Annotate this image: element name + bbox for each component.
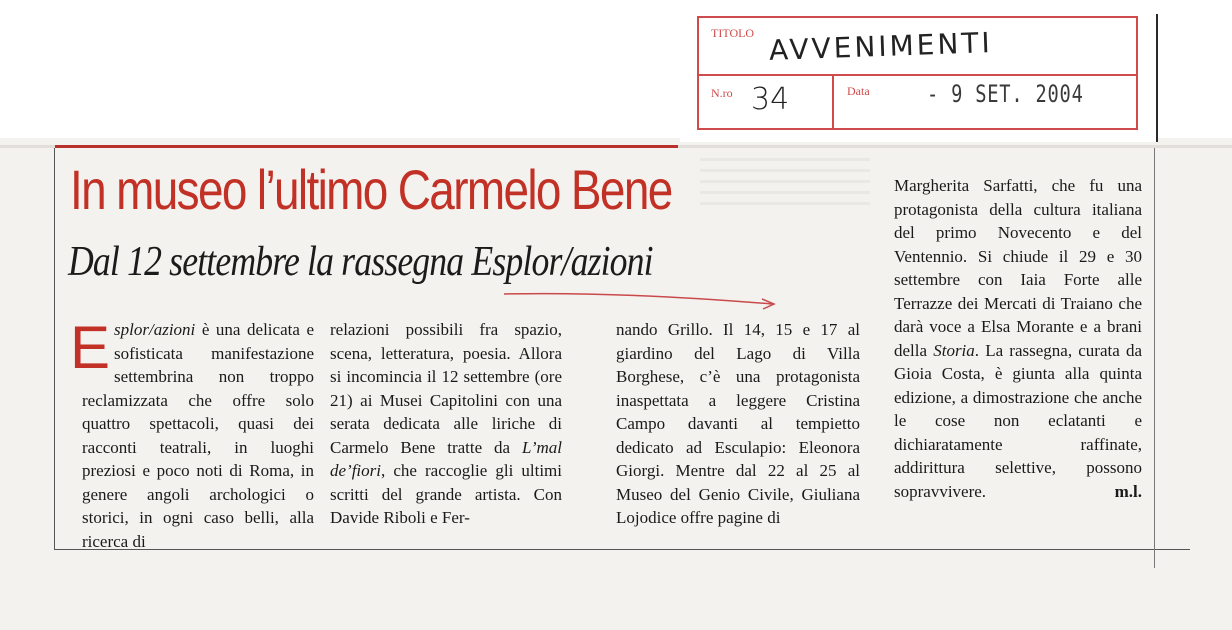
article-column-4 (894, 174, 1142, 503)
article-subheadline: Dal 12 settembre la rassegna Esplor/azioni (68, 239, 653, 285)
column-4-text-b: . La rassegna, curata da Gioia Costa, è giunta alla quinta edizione, a dimostrazione che anche le cose non eclatanti e dichiaratamente raffinate, addirittura selettive, possono sopravvivere. (894, 340, 1142, 501)
column-1-text: è una delicata e sofisticata manifestazione settembrina non troppo reclamizzata che offre solo quattro spettacoli, quasi dei racconti teatrali, in luoghi preziosi e poco noti di Roma, in genere angoli archologici o storici, in ogni caso belli, alla ricerca di (82, 320, 314, 551)
column-3-paragraph: nando Grillo. Il 14, 15 e 17 al giardino del Lago di Villa Borghese, c’è una protagonista inaspettata a leggere Cristina Campo davanti al tempietto dedicato ad Esculapio: Eleonora Giorgi. Mentre dal 22 al 25 al Museo del Genio Civile, Giuliana Lojodice offre pagine di (616, 320, 860, 527)
author-signature: m.l. (1114, 481, 1142, 501)
article-column-3 (616, 318, 860, 530)
stamp-nro-handwriting: 34 (751, 82, 790, 117)
drop-cap: E (70, 314, 111, 381)
archive-stamp (697, 16, 1138, 130)
stamp-titolo-handwriting: AVVENIMENTI (768, 26, 994, 67)
column-1-paragraph (70, 314, 314, 553)
stamp-titolo-label: TITOLO (711, 26, 755, 40)
stamp-divider-horizontal (699, 74, 1136, 76)
column-4-text-a: Margherita Sarfatti, che fu una protagonista della cultura italiana del primo Novecento e del Ventennio. Si chiude il 29 e 30 settembre con Iaia Forte alle Terrazze dei Mercati di Traiano che darà voce a Elsa Morante e a brani della (894, 176, 1142, 360)
stamp-nro-label: N.ro (711, 86, 733, 100)
column-4-paragraph (894, 174, 1142, 503)
bleed-through-text (700, 150, 870, 210)
article-column-1 (70, 314, 314, 553)
pen-underline-arrow (480, 282, 780, 312)
red-top-rule (55, 145, 678, 148)
article-headline: In museo l’ultimo Carmelo Bene (70, 158, 672, 221)
stamp-divider-vertical (832, 76, 834, 128)
column-2-text-b: , che raccoglie gli ultimi scritti del grande artista. Con Davide Riboli e Fer- (330, 461, 562, 527)
article-column-2 (330, 318, 562, 530)
column-2-paragraph (330, 318, 562, 530)
column-2-book-title: L’mal de’fiori (330, 437, 562, 480)
lead-word: splor/azioni (114, 320, 196, 339)
article-frame-right (1154, 148, 1155, 568)
stamp-data-label: Data (847, 84, 870, 98)
column-4-book-title: Storia (933, 340, 975, 360)
column-2-text-a: relazioni possibili fra spazio, scena, letteratura, poesia. Allora si incomincia il 12 settembre (ore 21) ai Musei Capitolini con una serata dedicata alle liriche di Carmelo Bene tratte da (330, 320, 562, 457)
article-frame-left (54, 148, 55, 550)
stamp-date-value: - 9 SET. 2004 (927, 80, 1084, 108)
